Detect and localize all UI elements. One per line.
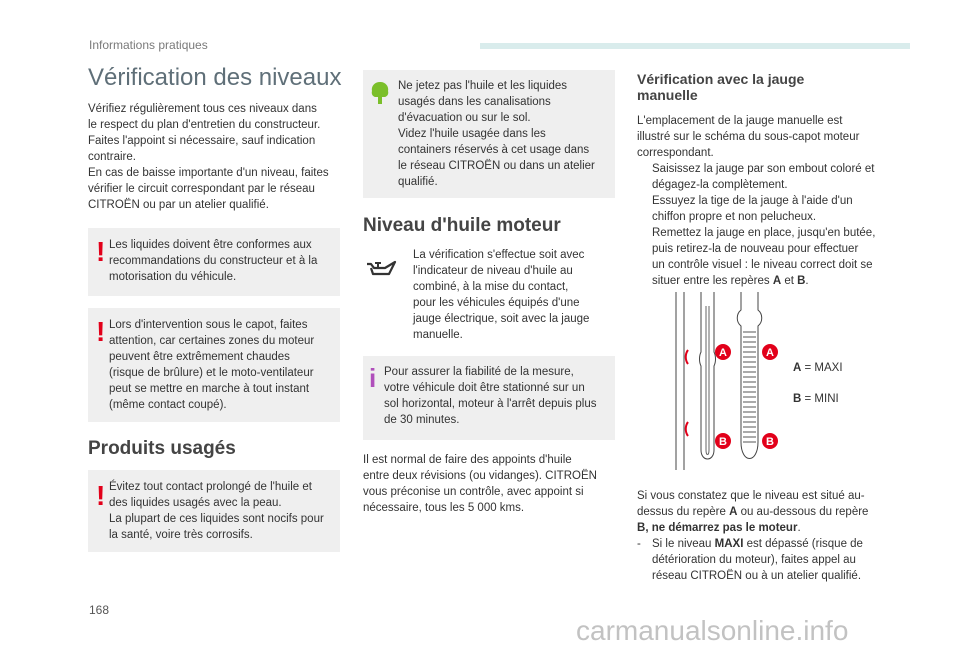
- warning-box-fluids: ! Les liquides doivent être conformes aux recommandations du constructeur et à la motorisation du véhicule.: [88, 228, 340, 296]
- dipstick-intro: L'emplacement de la jauge manuelle est illustré sur le schéma du sous-capot moteur correspondant.: [637, 115, 860, 159]
- eco-note-box: Ne jetez pas l'huile et les liquides usagés dans les canalisations d'évacuation ou sur le sol. Videz l'huile usagée dans les containers réservés à cet usage dans le réseau CITROËN ou dans un atelier qualifié.: [363, 70, 615, 198]
- diagram-label-b: B: [766, 436, 774, 448]
- warning-icon: !: [96, 480, 106, 511]
- refill-paragraph: Il est normal de faire des appoints d'huile entre deux révisions (ou vidanges). CITROËN vous préconise un contrôle, avec appoint si nécessaire, tous les 5 000 kms.: [363, 454, 597, 514]
- page-number: 168: [89, 603, 110, 617]
- header-bar: [480, 43, 910, 49]
- step-item: Essuyez la tige de la jauge à l'aide d'un chiffon propre et non pelucheux.: [652, 195, 853, 223]
- oil-check-paragraph: La vérification s'effectue soit avec l'indicateur de niveau d'huile au combiné, à la mise du contact, pour les véhicules équipés d'une jauge électrique, soit avec la jauge manuelle.: [413, 249, 590, 341]
- tree-icon: [370, 81, 390, 105]
- warning-box-used-products: ! Évitez tout contact prolongé de l'huile et des liquides usagés avec la peau. La plupart de ces liquides sont nocifs pour la santé, voire très corrosifs.: [88, 470, 340, 552]
- warning-icon: !: [96, 236, 106, 267]
- dipstick-steps: [637, 161, 902, 289]
- step-item: Saisissez la jauge par son embout coloré et dégagez-la complètement.: [652, 163, 875, 191]
- section-title-used-products: Produits usagés: [88, 438, 236, 459]
- legend-maxi: A = MAXI: [793, 362, 843, 374]
- intro-paragraph: Vérifiez régulièrement tous ces niveaux dans le respect du plan d'entretien du constructeur. Faites l'appoint si nécessaire, sauf indication contraire. En cas de baisse importante d'un niveau, faites vérifier le circuit correspondant par le réseau CITROËN ou par un atelier qualifié.: [88, 103, 329, 211]
- level-warning-paragraph: Si vous constatez que le niveau est situé au- dessus du repère A ou au-dessous du repère B, ne démarrez pas le moteur. - Si le niveau MAXI est dépassé (risque de détérioration du moteur), faites appel au réseau CITROËN ou à un atelier qualifié.: [637, 488, 907, 584]
- diagram-label-b: B: [719, 436, 727, 448]
- section-title-manual-dipstick: Vérification avec la jauge manuelle: [637, 71, 805, 103]
- step-item: Remettez la jauge en place, jusqu'en butée, puis retirez-la de nouveau pour effectuer un contrôle visuel : le niveau correct doit se situer entre les repères A et B.: [652, 227, 876, 287]
- warning-box-engine: ! Lors d'intervention sous le capot, faites attention, car certaines zones du moteur peuvent être extrêmement chaudes (risque de brûlure) et le moto-ventilateur peut se mettre en marche à tout instant (même contact coupé).: [88, 308, 340, 422]
- watermark: carmanualsonline.info: [576, 615, 849, 646]
- dipstick-diagram: [668, 292, 778, 474]
- oil-can-icon: [365, 258, 397, 280]
- dash-item: - Si le niveau MAXI est dépassé (risque de détérioration du moteur), faites appel au réseau CITROËN ou à un atelier qualifié.: [637, 538, 863, 582]
- page-title: Vérification des niveaux: [88, 64, 342, 91]
- section-header: Informations pratiques: [89, 38, 208, 52]
- legend-mini: B = MINI: [793, 393, 839, 405]
- diagram-label-a: A: [719, 347, 727, 359]
- info-note-box: i Pour assurer la fiabilité de la mesure, votre véhicule doit être stationné sur un sol horizontal, moteur à l'arrêt depuis plus de 30 minutes.: [363, 356, 615, 440]
- section-title-oil-level: Niveau d'huile moteur: [363, 215, 561, 236]
- warning-icon: !: [96, 316, 106, 347]
- diagram-label-a: A: [766, 347, 774, 359]
- info-icon: i: [369, 363, 377, 393]
